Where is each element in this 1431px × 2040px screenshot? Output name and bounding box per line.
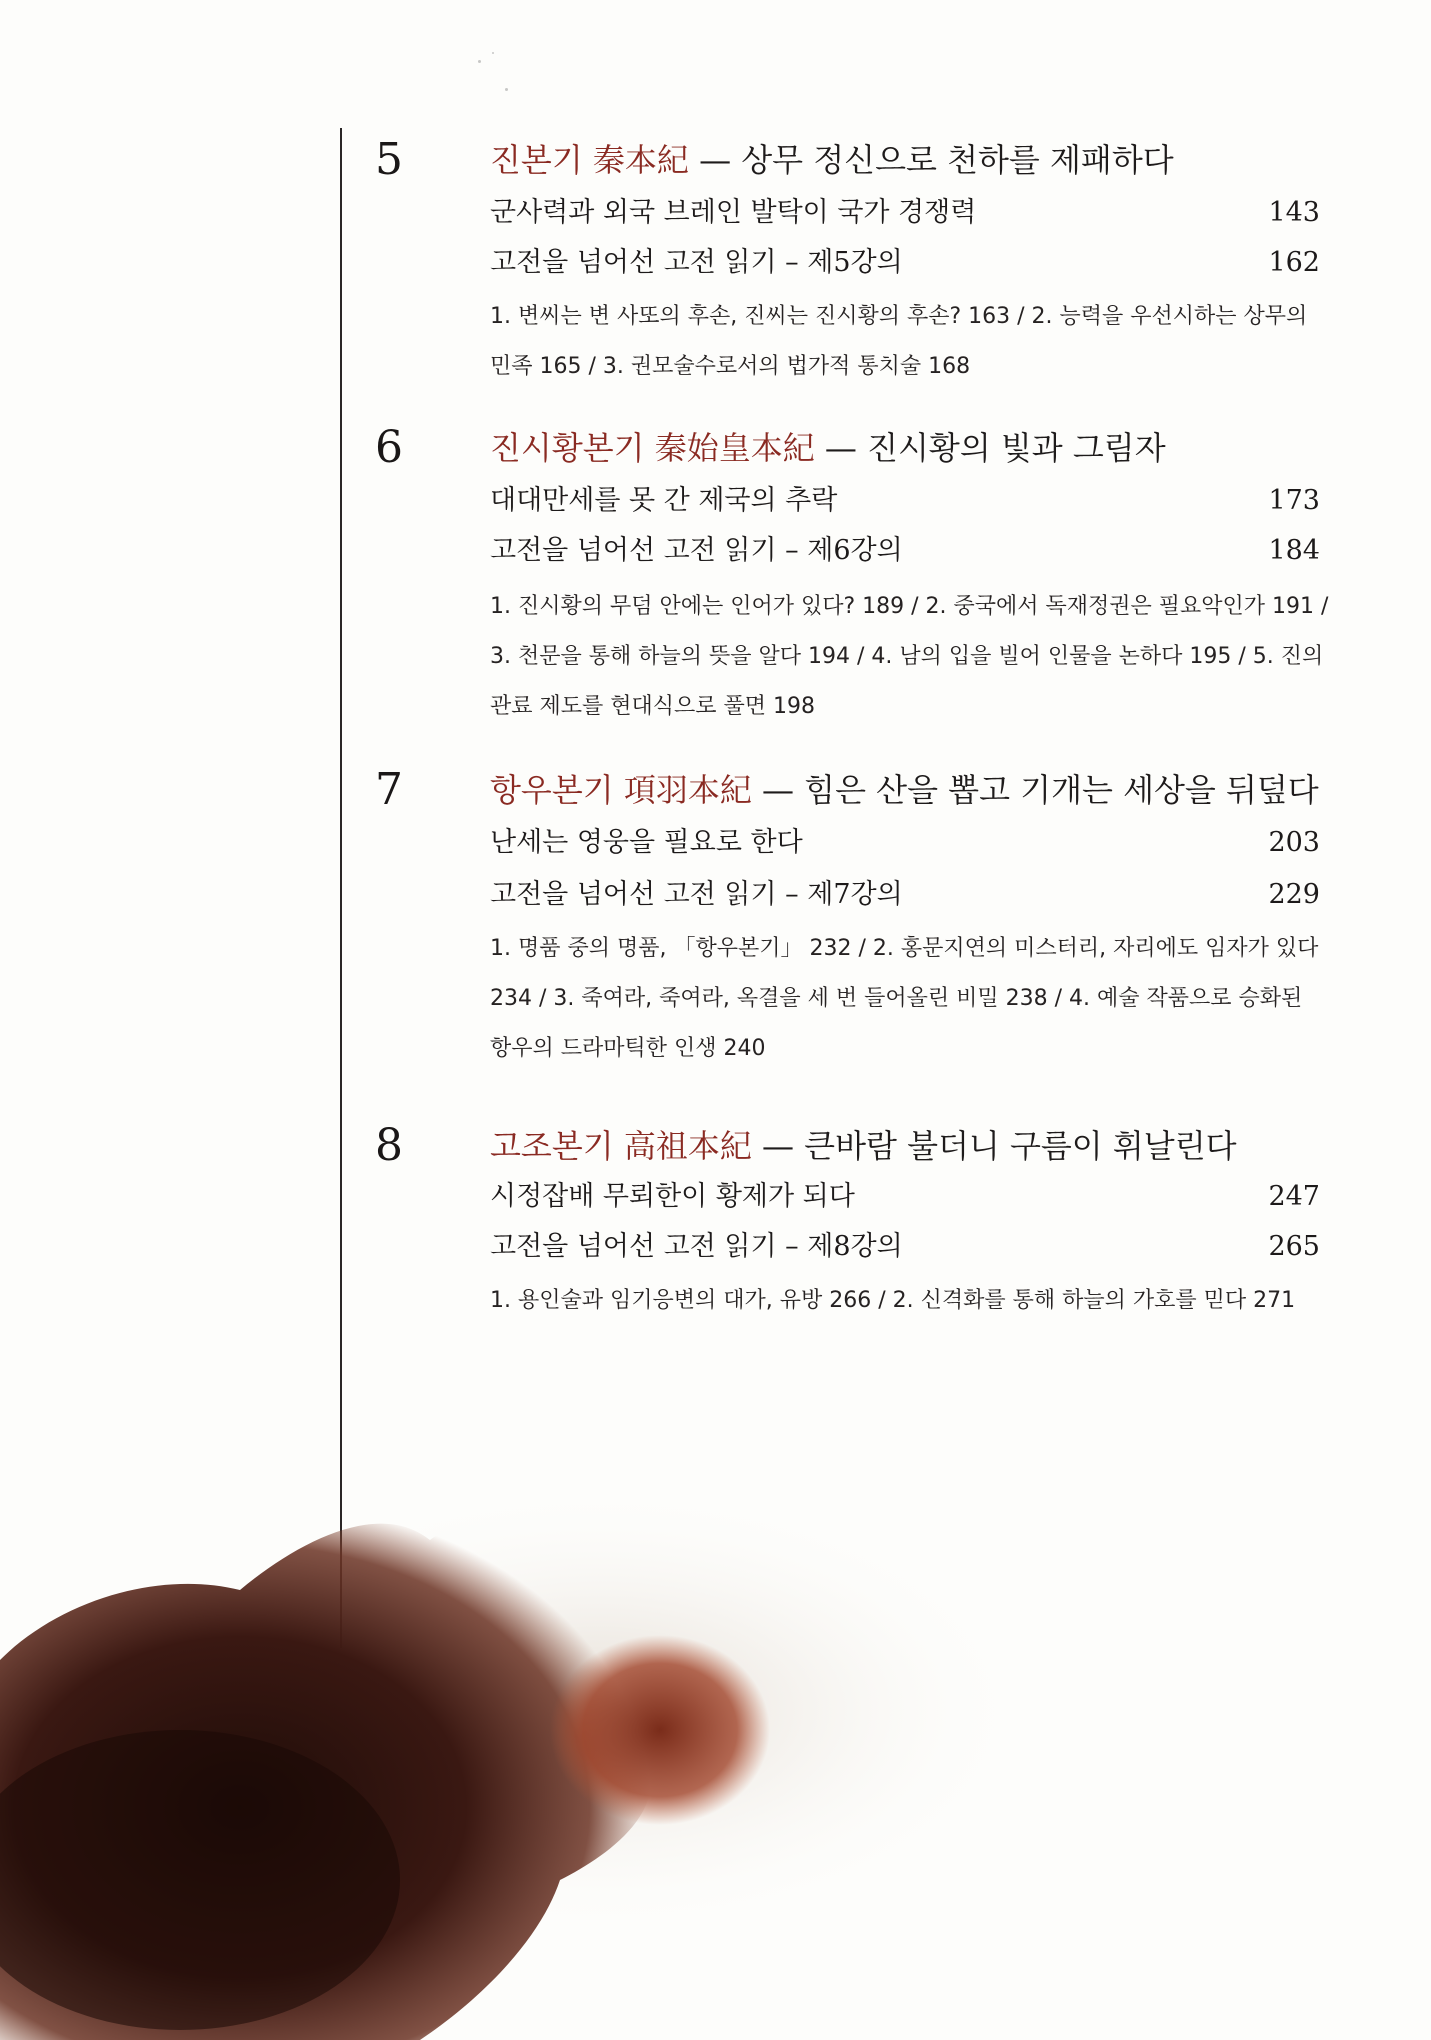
entry-page-number: 229	[1268, 879, 1320, 910]
entry-page-number: 173	[1268, 485, 1320, 516]
entry-label: 고전을 넘어선 고전 읽기 – 제6강의	[490, 535, 903, 566]
entry-page-number: 143	[1268, 197, 1320, 228]
toc-entry[interactable]	[490, 240, 1320, 286]
lecture-topics: 1. 변씨는 변 사또의 후손, 진씨는 진시황의 후손? 163 / 2. 능력을 우선시하는 상무의 민족 165 / 3. 권모술수로서의 법가적 통치술 168	[490, 304, 1308, 379]
scan-speck	[478, 60, 481, 63]
entry-page-number: 184	[1268, 535, 1320, 566]
entry-label: 고전을 넘어선 고전 읽기 – 제7강의	[490, 879, 903, 910]
lecture-topics: 1. 진시황의 무덤 안에는 인어가 있다? 189 / 2. 중국에서 독재정권은 필요악인가 191 / 3. 천문을 통해 하늘의 뜻을 알다 194 / 4. 남의 입을 빌어 인물을 논하다 195 / 5. 진의 관료 제도를 현대식으로 풀면 198	[490, 594, 1329, 719]
chapter-title[interactable]	[490, 136, 1174, 184]
lecture-topics: 1. 용인술과 임기응변의 대가, 유방 266 / 2. 신격화를 통해 하늘의 가호를 믿다 271	[490, 1288, 1296, 1313]
entry-page-number: 162	[1268, 247, 1320, 278]
chapter-title-subtitle: — 상무 정신으로 천하를 제패하다	[688, 141, 1174, 179]
chapter-title-subtitle: — 큰바람 불더니 구름이 휘날린다	[751, 1127, 1237, 1165]
entry-page-number: 247	[1268, 1181, 1320, 1212]
toc-entry[interactable]	[490, 478, 1320, 524]
margin-rule	[340, 128, 342, 1648]
chapter-title-annals: 항우본기 項羽本紀	[490, 771, 752, 809]
chapter-number: 7	[375, 764, 403, 815]
chapter-title[interactable]	[490, 1122, 1237, 1170]
entry-label: 고전을 넘어선 고전 읽기 – 제5강의	[490, 247, 903, 278]
chapter-title-subtitle: — 힘은 산을 뽑고 기개는 세상을 뒤덮다	[751, 771, 1319, 809]
entry-label: 난세는 영웅을 필요로 한다	[490, 827, 803, 858]
entry-label: 시정잡배 무뢰한이 황제가 되다	[490, 1181, 855, 1212]
toc-entry[interactable]	[490, 872, 1320, 918]
chapter-title-subtitle: — 진시황의 빛과 그림자	[814, 429, 1166, 467]
chapter-title[interactable]	[490, 424, 1166, 472]
entry-page-number: 265	[1268, 1231, 1320, 1262]
lecture-topics: 1. 명품 중의 명품, 「항우본기」 232 / 2. 홍문지연의 미스터리, 자리에도 임자가 있다 234 / 3. 죽여라, 죽여라, 옥결을 세 번 들어올린 비밀 238 / 4. 예술 작품으로 승화된 항우의 드라마틱한 인생 240	[490, 936, 1319, 1061]
scan-speck	[492, 52, 494, 54]
toc-entry[interactable]	[490, 1224, 1320, 1270]
chapter-title-annals: 고조본기 高祖本紀	[490, 1127, 752, 1165]
entry-label: 대대만세를 못 간 제국의 추락	[490, 485, 838, 516]
chapter-number: 8	[375, 1120, 403, 1171]
toc-entry[interactable]	[490, 528, 1320, 574]
entry-label: 고전을 넘어선 고전 읽기 – 제8강의	[490, 1231, 903, 1262]
chapter-title[interactable]	[490, 766, 1319, 814]
toc-entry[interactable]	[490, 820, 1320, 866]
chapter-number: 5	[375, 134, 403, 185]
chapter-title-annals: 진본기 秦本紀	[490, 141, 689, 179]
chapter-title-annals: 진시황본기 秦始皇本紀	[490, 429, 815, 467]
scan-speck	[505, 88, 508, 91]
entry-label: 군사력과 외국 브레인 발탁이 국가 경쟁력	[490, 197, 977, 228]
toc-entry[interactable]	[490, 1174, 1320, 1220]
toc-entry[interactable]	[490, 190, 1320, 236]
entry-page-number: 203	[1268, 827, 1320, 858]
chapter-number: 6	[375, 422, 403, 473]
ink-blot-illustration	[0, 1480, 1040, 2040]
